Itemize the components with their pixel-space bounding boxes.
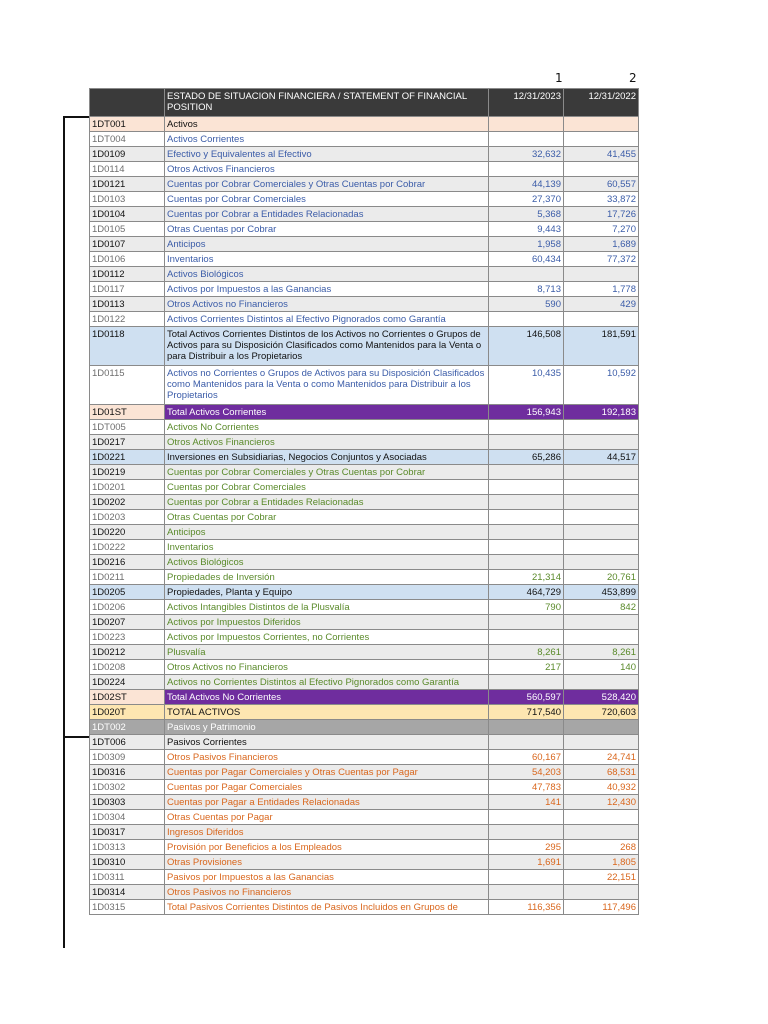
row-label: Propiedades, Planta y Equipo <box>165 585 489 600</box>
row-value-2022: 17,726 <box>564 207 639 222</box>
row-value-2022 <box>564 435 639 450</box>
row-code: 1D0211 <box>90 570 165 585</box>
table-row <box>90 720 639 735</box>
row-value-2023 <box>489 810 564 825</box>
table-row <box>90 480 639 495</box>
table-row <box>90 297 639 312</box>
row-value-2023 <box>489 162 564 177</box>
row-value-2023: 5,368 <box>489 207 564 222</box>
row-label: Inventarios <box>165 252 489 267</box>
row-value-2022: 1,689 <box>564 237 639 252</box>
row-value-2022: 12,430 <box>564 795 639 810</box>
table-row <box>90 540 639 555</box>
row-value-2023: 560,597 <box>489 690 564 705</box>
row-value-2023: 65,286 <box>489 450 564 465</box>
row-value-2023: 60,434 <box>489 252 564 267</box>
liabilities-bracket-line <box>63 738 65 948</box>
row-value-2023: 8,713 <box>489 282 564 297</box>
row-label: Ingresos Diferidos <box>165 825 489 840</box>
table-row <box>90 810 639 825</box>
table-row <box>90 117 639 132</box>
assets-bracket-top <box>63 116 90 118</box>
row-value-2022 <box>564 735 639 750</box>
row-value-2023: 141 <box>489 795 564 810</box>
row-value-2023: 44,139 <box>489 177 564 192</box>
row-value-2022 <box>564 525 639 540</box>
row-value-2022 <box>564 162 639 177</box>
row-label: Otros Activos no Financieros <box>165 660 489 675</box>
table-row <box>90 645 639 660</box>
row-value-2023: 9,443 <box>489 222 564 237</box>
row-value-2022 <box>564 132 639 147</box>
table-row <box>90 630 639 645</box>
row-value-2023: 8,261 <box>489 645 564 660</box>
row-code: 1D0106 <box>90 252 165 267</box>
row-value-2022 <box>564 675 639 690</box>
assets-bracket-bottom <box>63 736 90 738</box>
row-value-2022: 24,741 <box>564 750 639 765</box>
row-label: Cuentas por Cobrar Comerciales <box>165 192 489 207</box>
row-value-2022 <box>564 825 639 840</box>
row-value-2023 <box>489 825 564 840</box>
table-row <box>90 162 639 177</box>
row-value-2023 <box>489 420 564 435</box>
row-code: 1D0121 <box>90 177 165 192</box>
table-row <box>90 222 639 237</box>
row-value-2022: 117,496 <box>564 900 639 915</box>
row-label: Activos Intangibles Distintos de la Plusvalía <box>165 600 489 615</box>
row-label: Cuentas por Cobrar Comerciales <box>165 480 489 495</box>
table-row <box>90 840 639 855</box>
row-value-2022 <box>564 480 639 495</box>
row-code: 1D0107 <box>90 237 165 252</box>
table-row <box>90 267 639 282</box>
row-label: Activos por Impuestos Corrientes, no Corrientes <box>165 630 489 645</box>
row-label: Provisión por Beneficios a los Empleados <box>165 840 489 855</box>
row-value-2023: 21,314 <box>489 570 564 585</box>
row-value-2023 <box>489 465 564 480</box>
header-code-cell <box>90 89 165 117</box>
row-label: Pasivos por Impuestos a las Ganancias <box>165 870 489 885</box>
table-row <box>90 450 639 465</box>
row-label: Cuentas por Cobrar Comerciales y Otras Cuentas por Cobrar <box>165 465 489 480</box>
table-row <box>90 885 639 900</box>
row-code: 1D0216 <box>90 555 165 570</box>
row-value-2022: 429 <box>564 297 639 312</box>
row-value-2023 <box>489 480 564 495</box>
header-date-2022: 12/31/2022 <box>564 89 639 117</box>
row-value-2023: 1,691 <box>489 855 564 870</box>
row-code: 1D0221 <box>90 450 165 465</box>
row-code: 1DT006 <box>90 735 165 750</box>
row-label: Total Activos No Corrientes <box>165 690 489 705</box>
table-row <box>90 600 639 615</box>
column-number-row <box>0 71 768 85</box>
row-code: 1DT004 <box>90 132 165 147</box>
row-label: Otras Provisiones <box>165 855 489 870</box>
row-value-2022 <box>564 810 639 825</box>
row-code: 1D0109 <box>90 147 165 162</box>
row-label: Total Activos Corrientes <box>165 405 489 420</box>
row-value-2022: 60,557 <box>564 177 639 192</box>
row-code: 1DT002 <box>90 720 165 735</box>
table-row <box>90 510 639 525</box>
row-code: 1DT005 <box>90 420 165 435</box>
row-code: 1D0112 <box>90 267 165 282</box>
row-label: Cuentas por Cobrar a Entidades Relacionadas <box>165 207 489 222</box>
row-code: 1D0117 <box>90 282 165 297</box>
row-label: Otras Cuentas por Cobrar <box>165 510 489 525</box>
row-label: Inversiones en Subsidiarias, Negocios Conjuntos y Asociadas <box>165 450 489 465</box>
row-code: 1D0201 <box>90 480 165 495</box>
row-code: 1D0304 <box>90 810 165 825</box>
row-value-2022: 842 <box>564 600 639 615</box>
row-code: 1D0316 <box>90 765 165 780</box>
row-value-2022 <box>564 510 639 525</box>
row-value-2022 <box>564 630 639 645</box>
row-code: 1D0224 <box>90 675 165 690</box>
table-row <box>90 312 639 327</box>
row-code: 1D020T <box>90 705 165 720</box>
row-code: 1D0104 <box>90 207 165 222</box>
row-code: 1D0309 <box>90 750 165 765</box>
row-code: 1D0222 <box>90 540 165 555</box>
table-row <box>90 585 639 600</box>
row-value-2022: 8,261 <box>564 645 639 660</box>
table-row <box>90 615 639 630</box>
header-date-2023: 12/31/2023 <box>489 89 564 117</box>
row-value-2023: 54,203 <box>489 765 564 780</box>
row-code: 1D0311 <box>90 870 165 885</box>
row-value-2022: 268 <box>564 840 639 855</box>
row-value-2023 <box>489 870 564 885</box>
row-value-2022 <box>564 540 639 555</box>
row-label: Efectivo y Equivalentes al Efectivo <box>165 147 489 162</box>
row-code: 1D0207 <box>90 615 165 630</box>
row-value-2023 <box>489 435 564 450</box>
row-code: 1D0317 <box>90 825 165 840</box>
row-code: 1D0203 <box>90 510 165 525</box>
row-value-2023 <box>489 312 564 327</box>
table-row <box>90 870 639 885</box>
row-value-2022 <box>564 720 639 735</box>
row-label: Otros Pasivos Financieros <box>165 750 489 765</box>
row-code: 1D0113 <box>90 297 165 312</box>
row-value-2022 <box>564 465 639 480</box>
row-value-2022: 41,455 <box>564 147 639 162</box>
row-value-2022: 20,761 <box>564 570 639 585</box>
table-row <box>90 366 639 405</box>
column-number-1: 1 <box>555 71 563 85</box>
row-label: Total Activos Corrientes Distintos de los Activos no Corrientes o Grupos de Activos para su Disposición Clasificados como Mantenidos para la Venta o para Distribuir a los Propietarios <box>165 327 489 366</box>
row-label: Plusvalía <box>165 645 489 660</box>
row-value-2022: 40,932 <box>564 780 639 795</box>
row-label: Inventarios <box>165 540 489 555</box>
row-code: 1D0310 <box>90 855 165 870</box>
row-value-2022 <box>564 495 639 510</box>
row-value-2023: 27,370 <box>489 192 564 207</box>
row-value-2023 <box>489 555 564 570</box>
row-code: 1D0115 <box>90 366 165 405</box>
row-value-2022: 192,183 <box>564 405 639 420</box>
row-value-2022: 10,592 <box>564 366 639 405</box>
row-code: 1D0315 <box>90 900 165 915</box>
table-row <box>90 420 639 435</box>
column-number-2: 2 <box>629 71 637 85</box>
row-label: Otros Activos Financieros <box>165 435 489 450</box>
table-row <box>90 855 639 870</box>
row-label: Pasivos y Patrimonio <box>165 720 489 735</box>
row-code: 1D0205 <box>90 585 165 600</box>
table-row <box>90 177 639 192</box>
row-label: Activos por Impuestos a las Ganancias <box>165 282 489 297</box>
row-value-2022: 22,151 <box>564 870 639 885</box>
row-code: 1D0118 <box>90 327 165 366</box>
table-row <box>90 660 639 675</box>
row-label: Cuentas por Cobrar a Entidades Relacionadas <box>165 495 489 510</box>
row-code: 1D0122 <box>90 312 165 327</box>
row-value-2022: 453,899 <box>564 585 639 600</box>
row-value-2023: 590 <box>489 297 564 312</box>
row-label: Activos por Impuestos Diferidos <box>165 615 489 630</box>
row-value-2023 <box>489 675 564 690</box>
row-value-2023: 217 <box>489 660 564 675</box>
row-value-2022: 720,603 <box>564 705 639 720</box>
row-label: Activos <box>165 117 489 132</box>
table-row <box>90 282 639 297</box>
row-value-2023: 156,943 <box>489 405 564 420</box>
row-value-2022: 68,531 <box>564 765 639 780</box>
row-code: 1D02ST <box>90 690 165 705</box>
row-code: 1D0303 <box>90 795 165 810</box>
table-row <box>90 750 639 765</box>
row-label: Anticipos <box>165 525 489 540</box>
row-code: 1DT001 <box>90 117 165 132</box>
row-value-2022 <box>564 312 639 327</box>
row-value-2023: 1,958 <box>489 237 564 252</box>
row-code: 1D0103 <box>90 192 165 207</box>
table-row <box>90 780 639 795</box>
table-row <box>90 147 639 162</box>
row-value-2023: 146,508 <box>489 327 564 366</box>
row-value-2023 <box>489 132 564 147</box>
row-value-2022: 1,778 <box>564 282 639 297</box>
table-row <box>90 192 639 207</box>
table-header-row <box>90 89 639 117</box>
row-value-2023 <box>489 720 564 735</box>
table-row <box>90 237 639 252</box>
row-value-2022 <box>564 555 639 570</box>
table-row <box>90 207 639 222</box>
row-value-2023: 10,435 <box>489 366 564 405</box>
row-label: Otros Pasivos no Financieros <box>165 885 489 900</box>
table-row <box>90 525 639 540</box>
financial-position-table <box>89 88 639 915</box>
row-label: Otros Activos no Financieros <box>165 297 489 312</box>
table-row <box>90 555 639 570</box>
row-code: 1D0313 <box>90 840 165 855</box>
row-label: Activos Biológicos <box>165 267 489 282</box>
statement-title: ESTADO DE SITUACION FINANCIERA / STATEMENT OF FINANCIAL POSITION <box>165 89 489 117</box>
row-value-2023: 32,632 <box>489 147 564 162</box>
table-body <box>90 117 639 915</box>
table-row <box>90 465 639 480</box>
row-label: Activos no Corrientes o Grupos de Activos para su Disposición Clasificados como Mantenidos para la Venta o como Mantenidos para Distribuir a los Propietarios <box>165 366 489 405</box>
row-label: Cuentas por Pagar a Entidades Relacionadas <box>165 795 489 810</box>
table-row <box>90 132 639 147</box>
row-value-2023: 116,356 <box>489 900 564 915</box>
row-code: 1D0208 <box>90 660 165 675</box>
row-code: 1D0212 <box>90 645 165 660</box>
row-label: Otros Activos Financieros <box>165 162 489 177</box>
table-row <box>90 825 639 840</box>
row-value-2023: 60,167 <box>489 750 564 765</box>
row-label: Activos No Corrientes <box>165 420 489 435</box>
row-value-2022: 1,805 <box>564 855 639 870</box>
row-value-2023 <box>489 117 564 132</box>
row-value-2023 <box>489 495 564 510</box>
table-row <box>90 765 639 780</box>
row-code: 1D01ST <box>90 405 165 420</box>
table-row <box>90 435 639 450</box>
row-value-2022: 528,420 <box>564 690 639 705</box>
row-value-2023: 717,540 <box>489 705 564 720</box>
table-row <box>90 690 639 705</box>
table-row <box>90 900 639 915</box>
row-value-2023 <box>489 630 564 645</box>
row-value-2022 <box>564 420 639 435</box>
row-value-2022: 33,872 <box>564 192 639 207</box>
row-code: 1D0314 <box>90 885 165 900</box>
table-row <box>90 327 639 366</box>
row-label: Anticipos <box>165 237 489 252</box>
row-value-2023 <box>489 510 564 525</box>
row-code: 1D0105 <box>90 222 165 237</box>
row-value-2022: 140 <box>564 660 639 675</box>
row-label: Cuentas por Pagar Comerciales y Otras Cuentas por Pagar <box>165 765 489 780</box>
row-value-2023: 295 <box>489 840 564 855</box>
row-label: Pasivos Corrientes <box>165 735 489 750</box>
row-value-2022: 77,372 <box>564 252 639 267</box>
row-value-2022 <box>564 615 639 630</box>
row-label: Activos Corrientes <box>165 132 489 147</box>
row-value-2023 <box>489 525 564 540</box>
row-code: 1D0217 <box>90 435 165 450</box>
row-code: 1D0302 <box>90 780 165 795</box>
row-label: Propiedades de Inversión <box>165 570 489 585</box>
row-label: Cuentas por Pagar Comerciales <box>165 780 489 795</box>
row-value-2023: 790 <box>489 600 564 615</box>
table-row <box>90 252 639 267</box>
row-value-2022 <box>564 117 639 132</box>
row-value-2023 <box>489 267 564 282</box>
row-code: 1D0219 <box>90 465 165 480</box>
table-row <box>90 495 639 510</box>
table-row <box>90 705 639 720</box>
row-label: Total Pasivos Corrientes Distintos de Pasivos Incluidos en Grupos de <box>165 900 489 915</box>
row-value-2023 <box>489 735 564 750</box>
row-label: Cuentas por Cobrar Comerciales y Otras Cuentas por Cobrar <box>165 177 489 192</box>
row-value-2022: 44,517 <box>564 450 639 465</box>
row-value-2022 <box>564 267 639 282</box>
row-value-2023 <box>489 885 564 900</box>
row-label: Activos Biológicos <box>165 555 489 570</box>
table-row <box>90 795 639 810</box>
row-code: 1D0223 <box>90 630 165 645</box>
row-code: 1D0114 <box>90 162 165 177</box>
row-label: Otras Cuentas por Pagar <box>165 810 489 825</box>
row-value-2022 <box>564 885 639 900</box>
assets-bracket-line <box>63 116 65 738</box>
row-label: Activos Corrientes Distintos al Efectivo Pignorados como Garantía <box>165 312 489 327</box>
row-value-2023: 464,729 <box>489 585 564 600</box>
row-value-2023: 47,783 <box>489 780 564 795</box>
row-value-2022: 7,270 <box>564 222 639 237</box>
row-value-2023 <box>489 540 564 555</box>
row-value-2023 <box>489 615 564 630</box>
table-row <box>90 405 639 420</box>
row-label: Activos no Corrientes Distintos al Efectivo Pignorados como Garantía <box>165 675 489 690</box>
row-code: 1D0220 <box>90 525 165 540</box>
table-row <box>90 735 639 750</box>
table-row <box>90 675 639 690</box>
row-value-2022: 181,591 <box>564 327 639 366</box>
table-row <box>90 570 639 585</box>
row-label: Otras Cuentas por Cobrar <box>165 222 489 237</box>
row-code: 1D0202 <box>90 495 165 510</box>
row-code: 1D0206 <box>90 600 165 615</box>
row-label: TOTAL ACTIVOS <box>165 705 489 720</box>
